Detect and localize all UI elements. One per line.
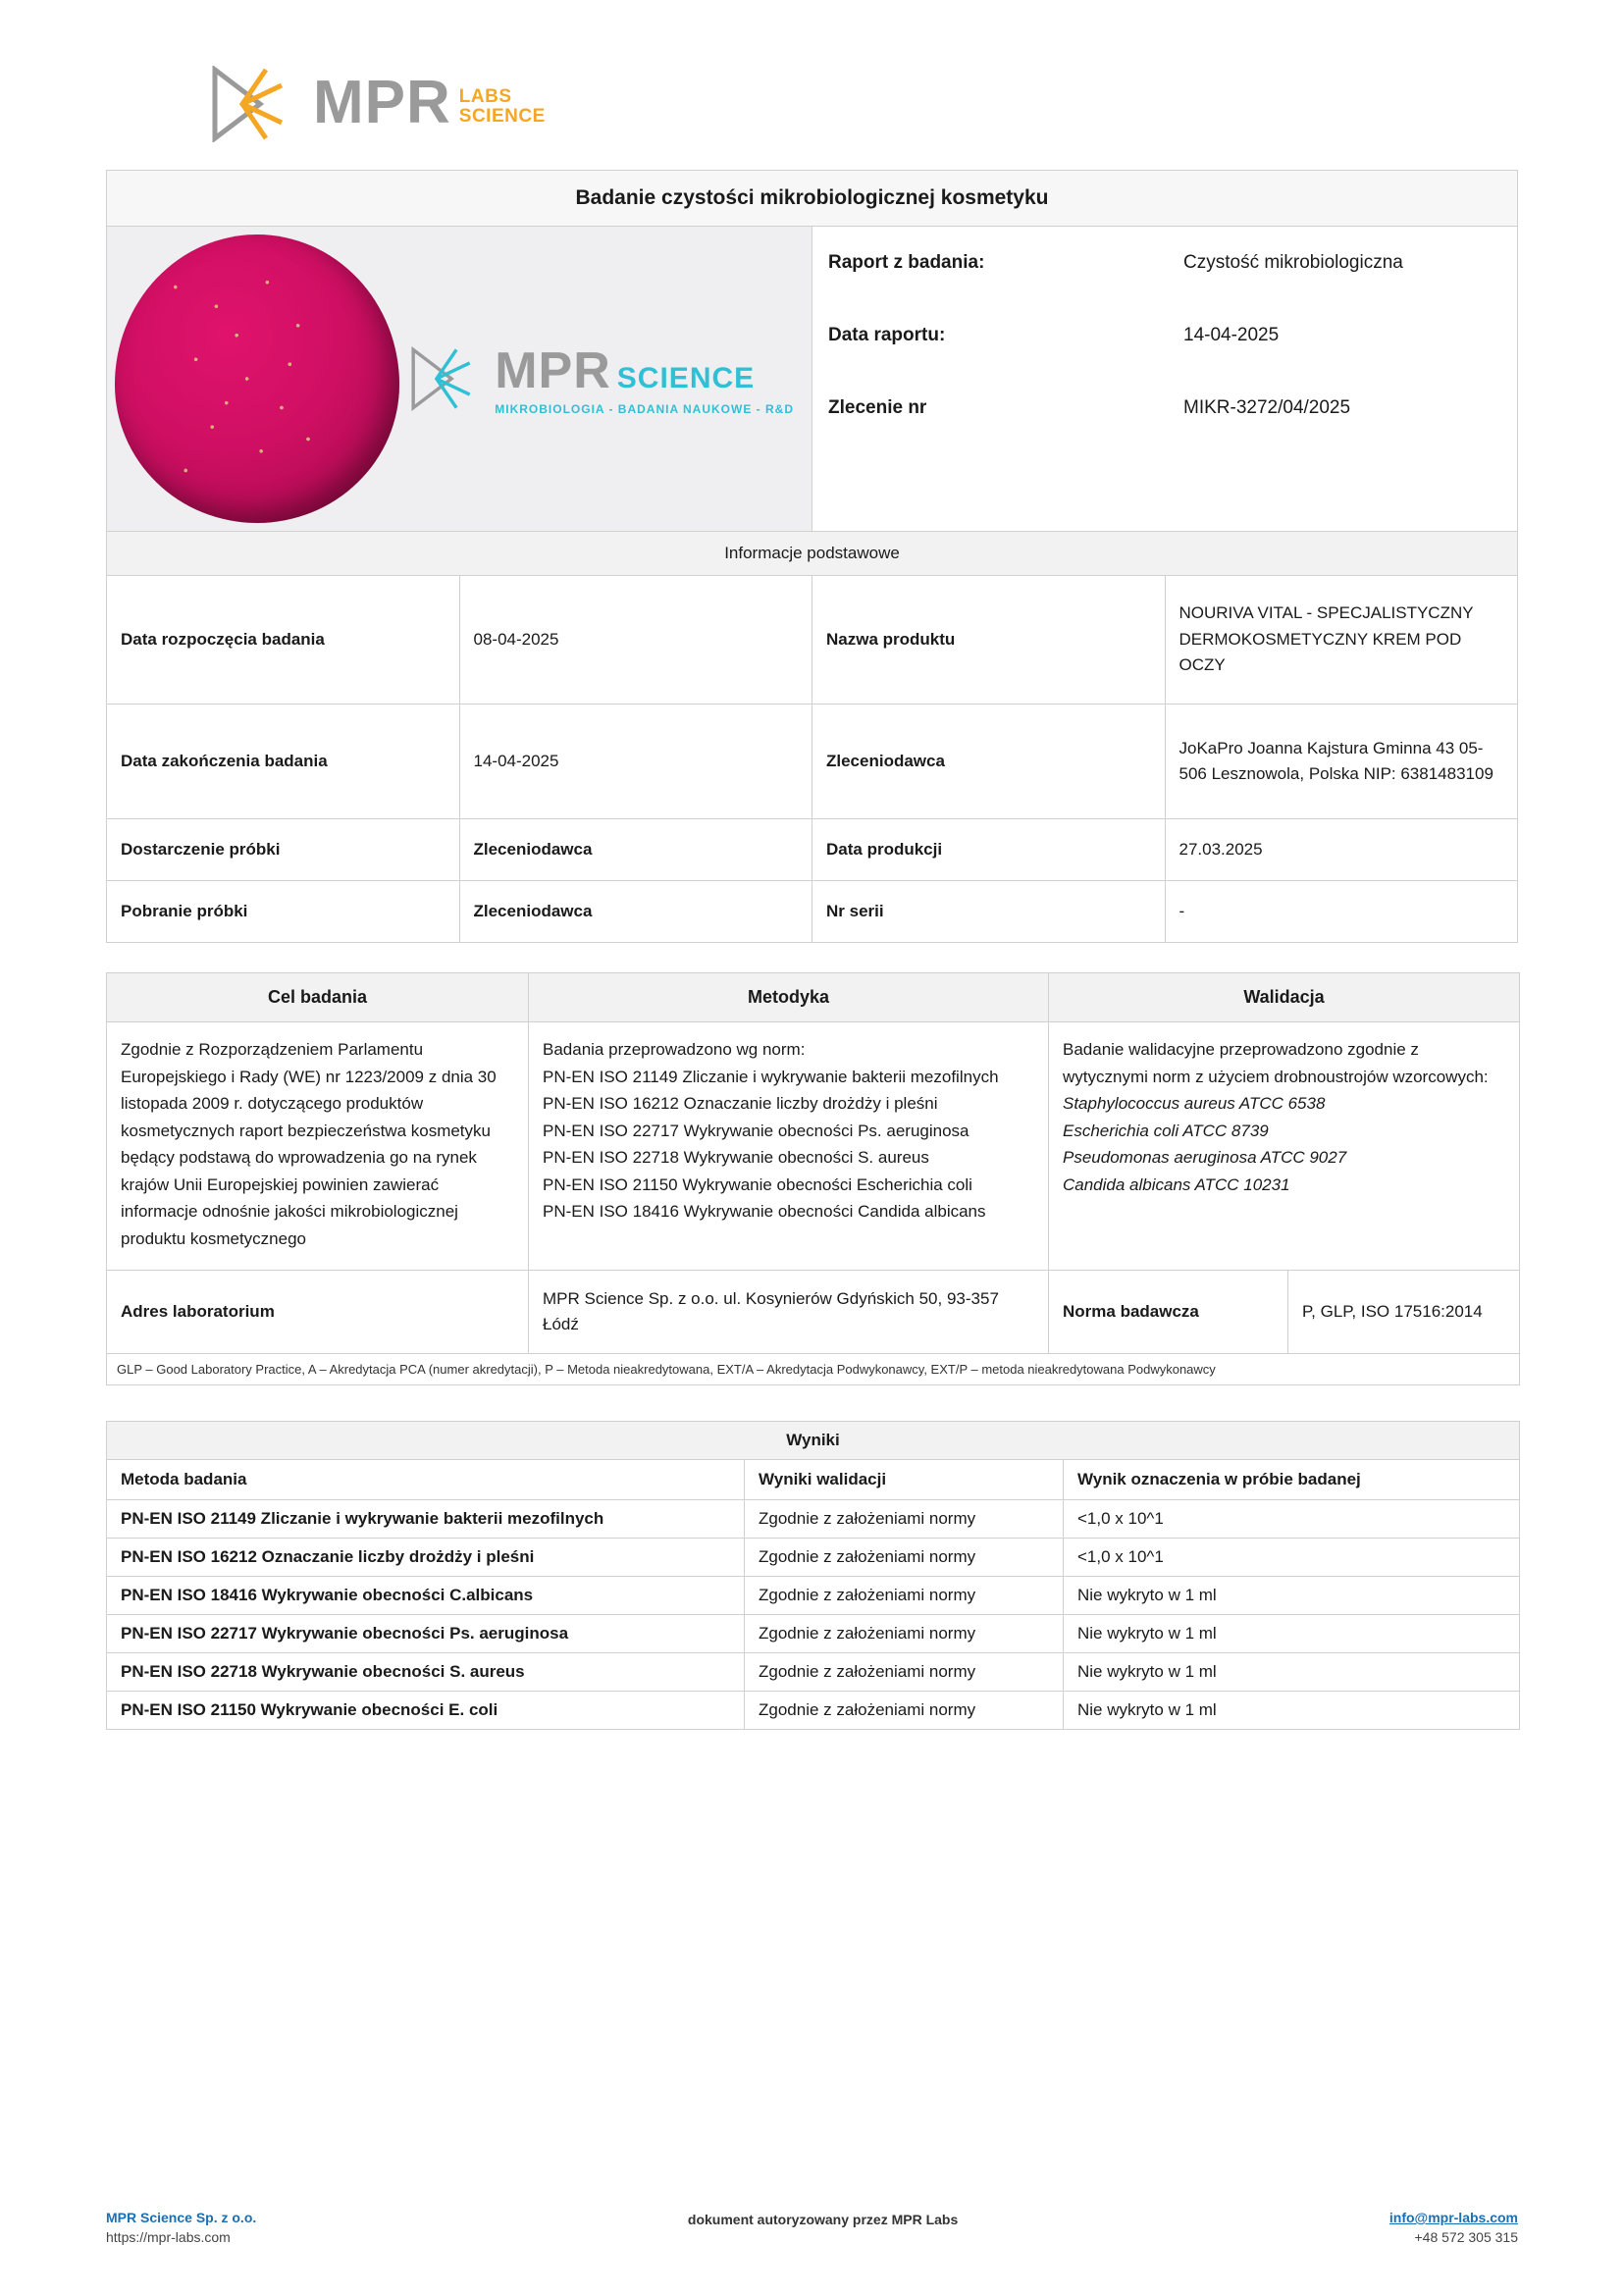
scope-table <box>106 972 1520 1385</box>
value-product-name: NOURIVA VITAL - SPECJALISTYCZNY DERMOKOSMETYCZNY KREM POD OCZY <box>1165 576 1518 704</box>
validation-item: Pseudomonas aeruginosa ATCC 9027 <box>1063 1148 1347 1168</box>
table-row <box>107 1692 1520 1730</box>
col-header-methodology: Metodyka <box>529 973 1049 1022</box>
table-row <box>107 1539 1520 1577</box>
validation-list <box>1049 1022 1520 1271</box>
results-col-validation: Wyniki walidacji <box>745 1460 1064 1500</box>
label-sampling: Pobranie próbki <box>107 881 460 943</box>
legend-row <box>107 1354 1520 1385</box>
result-method: PN-EN ISO 18416 Wykrywanie obecności C.albicans <box>107 1577 745 1615</box>
methodology-item: PN-EN ISO 16212 Oznaczanie liczby drożdży i pleśni <box>543 1094 938 1114</box>
result-method: PN-EN ISO 16212 Oznaczanie liczby drożdży i pleśni <box>107 1539 745 1577</box>
result-validation: Zgodnie z założeniami normy <box>745 1500 1064 1539</box>
table-row <box>107 1577 1520 1615</box>
results-col-result: Wynik oznaczenia w próbie badanej <box>1064 1460 1520 1500</box>
watermark-mpr: MPR <box>495 342 611 399</box>
logo-labs-text: LABS <box>458 86 512 108</box>
norm-cell <box>1049 1271 1520 1354</box>
meta-value-order: MIKR-3272/04/2025 <box>1183 397 1351 418</box>
col-header-validation: Walidacja <box>1049 973 1520 1022</box>
meta-value-report: Czystość mikrobiologiczna <box>1183 252 1403 273</box>
report-header-table <box>106 170 1518 943</box>
results-table <box>106 1421 1520 1730</box>
purpose-text: Zgodnie z Rozporządzeniem Parlamentu Europejskiego i Rady (WE) nr 1223/2009 z dnia 30 listopada 2009 r. dotyczącego produktów kosmetycznych raport bezpieczeństwa kosmetyku będący podstawą do wprowadzenia go na rynek krajów Unii Europejskiej powinien zawierać informacje odnośnie jakości mikrobiologicznej produktu kosmetycznego <box>107 1022 529 1271</box>
result-value: Nie wykryto w 1 ml <box>1064 1653 1520 1692</box>
value-client: JoKaPro Joanna Kajstura Gminna 43 05-506 Lesznowola, Polska NIP: 6381483109 <box>1165 704 1518 819</box>
label-end-date: Data zakończenia badania <box>107 704 460 819</box>
label-client: Zleceniodawca <box>812 704 1166 819</box>
table-row <box>107 881 1518 943</box>
value-production-date: 27.03.2025 <box>1165 819 1518 881</box>
methodology-item: PN-EN ISO 22717 Wykrywanie obecności Ps. aeruginosa <box>543 1121 969 1140</box>
result-value: Nie wykryto w 1 ml <box>1064 1615 1520 1653</box>
report-title: Badanie czystości mikrobiologicznej kosmetyku <box>107 171 1518 227</box>
table-row <box>107 1653 1520 1692</box>
meta-row <box>812 299 1517 372</box>
result-validation: Zgodnie z założeniami normy <box>745 1577 1064 1615</box>
result-value: Nie wykryto w 1 ml <box>1064 1577 1520 1615</box>
result-validation: Zgodnie z założeniami normy <box>745 1692 1064 1730</box>
petri-dish-image <box>115 235 399 523</box>
meta-row <box>812 372 1517 444</box>
table-row <box>107 1271 1520 1354</box>
label-lab-address: Adres laboratorium <box>107 1271 529 1354</box>
footer-phone: +48 572 305 315 <box>1414 2229 1518 2245</box>
report-meta <box>812 227 1518 532</box>
page-footer <box>106 2210 1518 2245</box>
logo-wordmark: MPR <box>313 69 451 137</box>
result-value: <1,0 x 10^1 <box>1064 1539 1520 1577</box>
value-lab-address: MPR Science Sp. z o.o. ul. Kosynierów Gdyńskich 50, 93-357 Łódź <box>529 1271 1049 1354</box>
label-start-date: Data rozpoczęcia badania <box>107 576 460 704</box>
meta-value-date: 14-04-2025 <box>1183 325 1280 345</box>
label-product-name: Nazwa produktu <box>812 576 1166 704</box>
methodology-list <box>529 1022 1049 1271</box>
legend-text: GLP – Good Laboratory Practice, A – Akredytacja PCA (numer akredytacji), P – Metoda nieakredytowana, EXT/A – Akredytacja Podwykonawcy, EXT/P – metoda nieakredytowana Podwykonawcy <box>107 1354 1520 1385</box>
validation-intro: Badanie walidacyjne przeprowadzono zgodnie z wytycznymi norm z użyciem drobnoustrojów wzorcowych: <box>1063 1040 1489 1086</box>
table-row <box>107 704 1518 819</box>
label-production-date: Data produkcji <box>812 819 1166 881</box>
watermark-science: SCIENCE <box>616 362 756 394</box>
result-method: PN-EN ISO 22717 Wykrywanie obecności Ps. aeruginosa <box>107 1615 745 1653</box>
meta-row <box>812 227 1517 299</box>
sample-photo <box>107 227 812 532</box>
meta-label-date: Data raportu: <box>828 325 946 345</box>
results-title: Wyniki <box>107 1422 1520 1460</box>
watermark-tagline: MIKROBIOLOGIA - BADANIA NAUKOWE - R&D <box>495 402 794 416</box>
footer-authorization: dokument autoryzowany przez MPR Labs <box>687 2212 959 2227</box>
result-method: PN-EN ISO 22718 Wykrywanie obecności S. aureus <box>107 1653 745 1692</box>
table-row <box>107 1500 1520 1539</box>
methodology-item: PN-EN ISO 21149 Zliczanie i wykrywanie bakterii mezofilnych <box>543 1067 999 1086</box>
brand-header <box>106 0 1518 160</box>
table-row <box>107 576 1518 704</box>
logo-science-text: SCIENCE <box>458 106 546 127</box>
result-method: PN-EN ISO 21149 Zliczanie i wykrywanie bakterii mezofilnych <box>107 1500 745 1539</box>
result-validation: Zgodnie z założeniami normy <box>745 1615 1064 1653</box>
methodology-item: PN-EN ISO 18416 Wykrywanie obecności Candida albicans <box>543 1202 986 1222</box>
validation-item: Candida albicans ATCC 10231 <box>1063 1174 1290 1194</box>
value-sampling: Zleceniodawca <box>459 881 812 943</box>
basic-info-header: Informacje podstawowe <box>107 532 1518 576</box>
footer-company: MPR Science Sp. z o.o. <box>106 2210 257 2225</box>
result-validation: Zgodnie z założeniami normy <box>745 1539 1064 1577</box>
meta-label-report: Raport z badania: <box>828 252 985 273</box>
value-sample-delivery: Zleceniodawca <box>459 819 812 881</box>
value-norm: P, GLP, ISO 17516:2014 <box>1302 1302 1483 1322</box>
validation-item: Staphylococcus aureus ATCC 6538 <box>1063 1094 1326 1114</box>
methodology-item: PN-EN ISO 21150 Wykrywanie obecności Escherichia coli <box>543 1174 972 1194</box>
label-norm: Norma badawcza <box>1049 1271 1288 1353</box>
col-header-purpose: Cel badania <box>107 973 529 1022</box>
result-value: <1,0 x 10^1 <box>1064 1500 1520 1539</box>
label-batch-number: Nr serii <box>812 881 1166 943</box>
value-end-date: 14-04-2025 <box>459 704 812 819</box>
table-row <box>107 819 1518 881</box>
meta-label-order: Zlecenie nr <box>828 397 927 418</box>
value-start-date: 08-04-2025 <box>459 576 812 704</box>
value-batch-number: - <box>1165 881 1518 943</box>
mpr-logo-icon <box>209 66 299 142</box>
table-row <box>107 1615 1520 1653</box>
footer-email-link[interactable]: info@mpr-labs.com <box>1388 2210 1518 2225</box>
result-method: PN-EN ISO 21150 Wykrywanie obecności E. coli <box>107 1692 745 1730</box>
photo-watermark <box>408 341 794 416</box>
result-value: Nie wykryto w 1 ml <box>1064 1692 1520 1730</box>
methodology-item: PN-EN ISO 22718 Wykrywanie obecności S. aureus <box>543 1148 929 1168</box>
label-sample-delivery: Dostarczenie próbki <box>107 819 460 881</box>
footer-website-link[interactable]: https://mpr-labs.com <box>106 2229 231 2245</box>
results-col-method: Metoda badania <box>107 1460 745 1500</box>
methodology-intro: Badania przeprowadzono wg norm: <box>543 1040 806 1059</box>
result-validation: Zgodnie z założeniami normy <box>745 1653 1064 1692</box>
validation-item: Escherichia coli ATCC 8739 <box>1063 1121 1269 1140</box>
